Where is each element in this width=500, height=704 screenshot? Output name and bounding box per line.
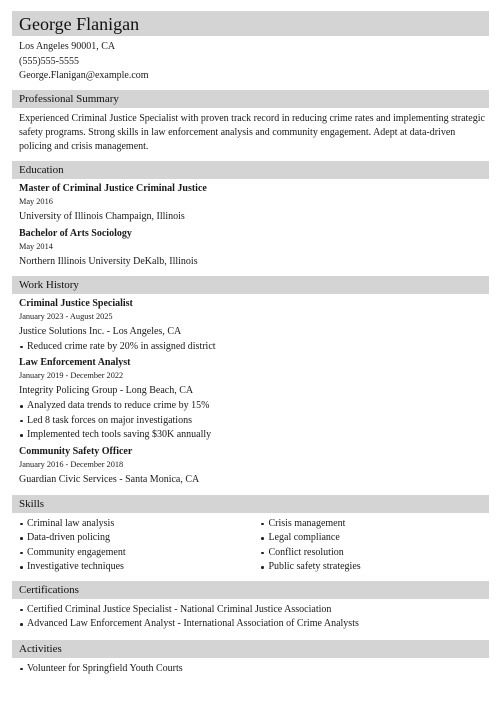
- job-dates: January 2016 - December 2018: [19, 459, 124, 469]
- activities-section: [12, 662, 489, 677]
- list-item: Led 8 task forces on major investigations: [19, 414, 489, 429]
- candidate-name: George Flanigan: [19, 13, 140, 34]
- job-item: [19, 356, 489, 443]
- summary-heading: Professional Summary: [12, 90, 489, 108]
- summary-text: Experienced Criminal Justice Specialist with proven track record in reducing crime rates and implementing strategic safety programs. Strong skills in law enforcement analysis and community engagement. Adept at data-driven policing and crisis management.: [19, 112, 485, 152]
- summary-section: [12, 112, 489, 154]
- skills-section: [12, 517, 489, 575]
- education-heading: Education: [12, 161, 489, 179]
- certifications-heading: Certifications: [12, 581, 489, 599]
- address: Los Angeles 90001, CA: [19, 41, 116, 52]
- job-dates: January 2019 - December 2022: [19, 371, 124, 380]
- skills-grid: [19, 517, 489, 575]
- job-org: Justice Solutions Inc. - Los Angeles, CA: [19, 325, 182, 337]
- list-item: Criminal law analysis: [19, 517, 260, 532]
- list-item: Implemented tech tools saving $30K annually: [19, 428, 489, 443]
- list-item: Certified Criminal Justice Specialist - National Criminal Justice Association: [19, 603, 489, 618]
- list-item: Public safety strategies: [260, 560, 489, 575]
- job-title: Law Enforcement Analyst: [19, 357, 131, 368]
- job-bullets: [19, 399, 489, 443]
- list-item: Community engagement: [19, 546, 260, 561]
- skills-left-column: [19, 517, 260, 575]
- list-item: Investigative techniques: [19, 560, 260, 575]
- degree-date: May 2016: [19, 196, 53, 206]
- work-heading: Work History: [12, 276, 489, 294]
- contact-info: [12, 40, 489, 84]
- list-item: Analyzed data trends to reduce crime by 15%: [19, 399, 489, 414]
- list-item: Reduced crime rate by 20% in assigned district: [19, 340, 489, 355]
- skills-heading: Skills: [12, 495, 489, 513]
- activities-list: [19, 662, 489, 677]
- degree: Bachelor of Arts Sociology: [19, 227, 132, 239]
- activities-heading: Activities: [12, 640, 489, 658]
- education-item: [19, 182, 489, 225]
- education-item: [19, 227, 489, 270]
- job-item: [19, 445, 489, 488]
- phone: (555)555-5555: [19, 55, 79, 67]
- job-title: Community Safety Officer: [19, 445, 133, 457]
- job-org: Integrity Policing Group - Long Beach, CA: [19, 385, 194, 396]
- list-item: Advanced Law Enforcement Analyst - International Association of Crime Analysts: [19, 617, 489, 632]
- resume-page: [12, 11, 489, 676]
- degree: Master of Criminal Justice Criminal Justice: [19, 182, 207, 194]
- degree-date: May 2014: [19, 241, 53, 251]
- list-item: Volunteer for Springfield Youth Courts: [19, 662, 489, 677]
- skills-right-column: [260, 517, 489, 575]
- work-section: [12, 297, 489, 488]
- list-item: Conflict resolution: [260, 546, 489, 561]
- job-org: Guardian Civic Services - Santa Monica, CA: [19, 473, 200, 485]
- job-dates: January 2023 - August 2025: [19, 311, 113, 321]
- list-item: Crisis management: [260, 517, 489, 532]
- job-item: [19, 297, 489, 355]
- email: George.Flanigan@example.com: [19, 70, 149, 81]
- certifications-section: [12, 603, 489, 632]
- certifications-list: [19, 603, 489, 632]
- job-bullets: [19, 340, 489, 355]
- list-item: Legal compliance: [260, 531, 489, 546]
- school: University of Illinois Champaign, Illinois: [19, 210, 185, 222]
- name-header: [12, 11, 489, 36]
- school: Northern Illinois University DeKalb, Illinois: [19, 255, 198, 267]
- job-title: Criminal Justice Specialist: [19, 297, 133, 309]
- list-item: Data-driven policing: [19, 531, 260, 546]
- education-section: [12, 182, 489, 270]
